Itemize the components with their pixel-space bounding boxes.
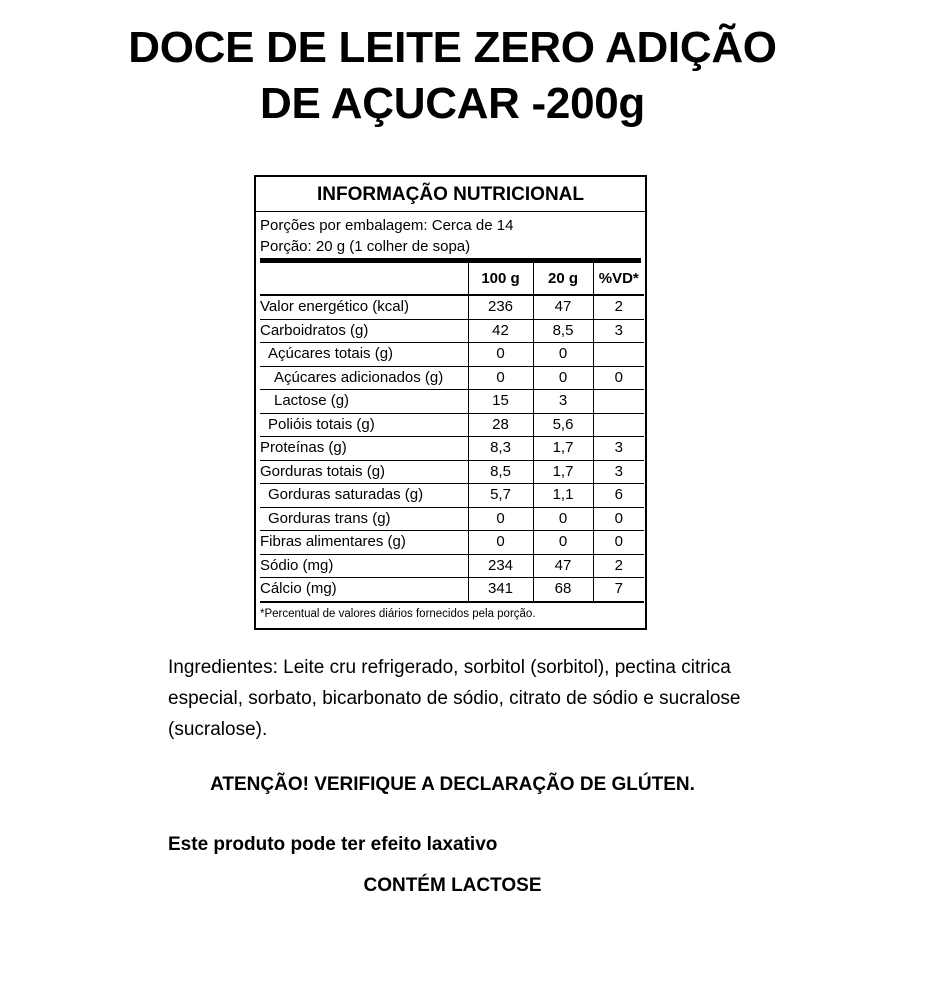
product-title-line2: DE AÇUCAR -200g: [259, 79, 646, 128]
value-vd: 2: [593, 295, 644, 319]
value-vd: 3: [593, 460, 644, 484]
value-20g: 8,5: [533, 319, 593, 343]
column-header-100g: 100 g: [468, 263, 533, 295]
table-row: [260, 437, 644, 461]
value-100g: 8,3: [468, 437, 533, 461]
column-header-20g: 20 g: [533, 263, 593, 295]
table-row: [260, 366, 644, 390]
value-vd: 3: [593, 437, 644, 461]
nutrient-label: Fibras alimentares (g): [260, 531, 468, 555]
servings-per-pack: Porções por embalagem: Cerca de 14: [260, 217, 514, 234]
product-title-line1: DOCE DE LEITE ZERO ADIÇÃO: [128, 23, 777, 72]
ingredients-text: Ingredientes: Leite cru refrigerado, sorbitol (sorbitol), pectina citrica especial, sorbato, bicarbonato de sódio, citrato de sódio e sucralose (sucralose).: [168, 657, 741, 740]
laxative-warning: Este produto pode ter efeito laxativo: [168, 834, 498, 855]
table-row: [260, 343, 644, 367]
value-20g: 0: [533, 343, 593, 367]
serving-size: Porção: 20 g (1 colher de sopa): [260, 238, 471, 255]
product-title: [0, 20, 905, 132]
value-vd: 6: [593, 484, 644, 508]
value-100g: 234: [468, 554, 533, 578]
nutrient-label: Açúcares adicionados (g): [260, 366, 468, 390]
nutrition-heading: INFORMAÇÃO NUTRICIONAL: [256, 177, 645, 212]
lactose-warning: CONTÉM LACTOSE: [363, 875, 542, 896]
value-vd: 7: [593, 578, 644, 602]
column-header-blank: [260, 263, 468, 295]
value-vd: [593, 390, 644, 414]
value-20g: 5,6: [533, 413, 593, 437]
value-100g: 28: [468, 413, 533, 437]
value-20g: 0: [533, 531, 593, 555]
value-100g: 42: [468, 319, 533, 343]
value-20g: 47: [533, 554, 593, 578]
table-row: [260, 319, 644, 343]
value-vd: 0: [593, 507, 644, 531]
table-row: [260, 531, 644, 555]
daily-value-footnote: *Percentual de valores diários fornecidos pela porção.: [260, 607, 536, 620]
column-header-vd: %VD*: [593, 263, 644, 295]
nutrient-label: Lactose (g): [260, 390, 468, 414]
value-100g: 0: [468, 531, 533, 555]
value-100g: 0: [468, 507, 533, 531]
value-20g: 1,7: [533, 437, 593, 461]
table-row: [260, 554, 644, 578]
value-20g: 3: [533, 390, 593, 414]
value-vd: [593, 343, 644, 367]
nutrition-table: [260, 263, 644, 603]
value-20g: 0: [533, 507, 593, 531]
value-100g: 5,7: [468, 484, 533, 508]
value-20g: 1,1: [533, 484, 593, 508]
value-100g: 8,5: [468, 460, 533, 484]
value-vd: 3: [593, 319, 644, 343]
portion-info: [260, 212, 641, 257]
table-row: [260, 578, 644, 602]
table-row: [260, 390, 644, 414]
value-20g: 1,7: [533, 460, 593, 484]
value-100g: 0: [468, 343, 533, 367]
value-100g: 341: [468, 578, 533, 602]
table-row: [260, 460, 644, 484]
nutrient-label: Carboidratos (g): [260, 319, 468, 343]
nutrient-label: Polióis totais (g): [260, 413, 468, 437]
value-20g: 68: [533, 578, 593, 602]
value-vd: 2: [593, 554, 644, 578]
nutrient-label: Açúcares totais (g): [260, 343, 468, 367]
value-20g: 0: [533, 366, 593, 390]
table-header-row: [260, 263, 644, 295]
nutrition-facts-label: [254, 175, 647, 630]
nutrient-label: Proteínas (g): [260, 437, 468, 461]
nutrient-label: Valor energético (kcal): [260, 295, 468, 319]
nutrient-label: Sódio (mg): [260, 554, 468, 578]
value-100g: 15: [468, 390, 533, 414]
table-row: [260, 507, 644, 531]
nutrient-label: Gorduras saturadas (g): [260, 484, 468, 508]
value-100g: 236: [468, 295, 533, 319]
value-vd: 0: [593, 366, 644, 390]
value-vd: 0: [593, 531, 644, 555]
nutrient-label: Gorduras totais (g): [260, 460, 468, 484]
value-100g: 0: [468, 366, 533, 390]
value-vd: [593, 413, 644, 437]
nutrient-label: Gorduras trans (g): [260, 507, 468, 531]
gluten-warning: ATENÇÃO! VERIFIQUE A DECLARAÇÃO DE GLÚTEN.: [210, 774, 695, 795]
table-row: [260, 413, 644, 437]
nutrient-label: Cálcio (mg): [260, 578, 468, 602]
table-row: [260, 484, 644, 508]
value-20g: 47: [533, 295, 593, 319]
table-row: [260, 295, 644, 319]
